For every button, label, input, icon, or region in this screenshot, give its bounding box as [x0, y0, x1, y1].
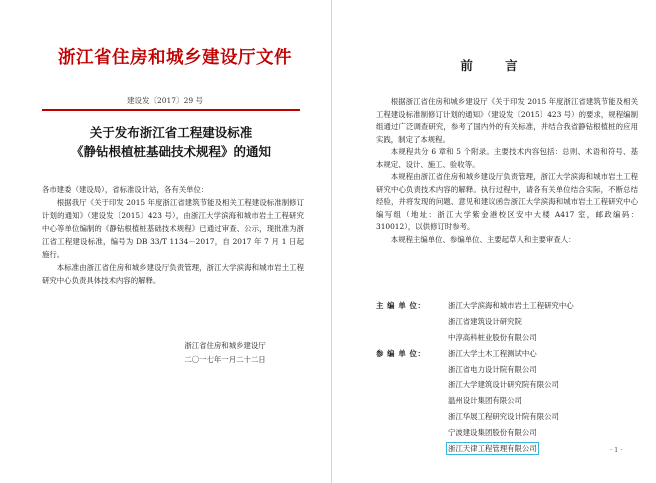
list-item [376, 377, 646, 393]
issuer-name: 浙江省住房和城乡建设厅 [184, 341, 266, 350]
salutation: 各市建委（建设局），省标准设计站，各有关单位： [42, 185, 209, 194]
chief-units-label: 主 编 单 位： [376, 301, 426, 311]
list-item [376, 345, 646, 361]
list-item [376, 393, 646, 409]
document-number: 建设发〔2017〕29 号 [126, 96, 203, 105]
participant-units-label: 参 编 单 位： [376, 348, 426, 358]
notice-title [40, 123, 302, 161]
participant-unit: 宁波建设集团股份有限公司 [448, 427, 537, 437]
chief-unit: 浙江大学滨海和城市岩土工程研究中心 [448, 301, 574, 311]
preface-paragraph-3: 本规程由浙江省住房和城乡建设厅负责管理，浙江大学滨海和城市岩土工程研究中心负责技术内容的解释。执行过程中，请各有关单位结合实际，不断总结经验，并将发现的问题、意见和建议函告浙江大学滨海和城市岩土工程研究中心编写组（地址：浙江大学紫金港校区安中大楼 A417 室，邮政编码：310012），以供修订时参考。 [376, 172, 638, 231]
notice-paragraph-2: 本标准由浙江省住房和城乡建设厅负责管理，浙江大学滨海和城市岩土工程研究中心负责具体技术内容的解释。 [42, 263, 304, 285]
highlighted-participant-unit[interactable]: 浙江天律工程管理有限公司 [448, 443, 537, 453]
red-rule-divider [42, 109, 300, 111]
notice-body [42, 183, 304, 287]
list-item [376, 440, 646, 456]
document-header: 浙江省住房和城乡建设厅文件 [58, 48, 292, 68]
participant-unit: 浙江省电力设计院有限公司 [448, 364, 537, 374]
preface-body [376, 96, 638, 246]
list-item [376, 298, 646, 314]
chief-unit: 浙江省建筑设计研究院 [448, 317, 522, 327]
preface-title: 前 言 [460, 58, 532, 73]
list-item [376, 361, 646, 377]
list-item [376, 330, 646, 346]
preface-paragraph-4: 本规程主编单位、参编单位、主要起草人和主要审查人： [390, 234, 576, 244]
issue-date: 二〇一七年一月二十二日 [184, 355, 266, 364]
preface-paragraph-1: 根据浙江省住房和城乡建设厅《关于印发 2015 年度浙江省建筑节能及相关工程建设标准制修订计划的通知》（建设发〔2015〕423 号）的要求，规程编制组通过广泛调查研究，参考了国内外的有关标准，并结合我省静钻根植桩的应用实践，制定了本规程。 [376, 97, 638, 144]
page-number: · 1 · [610, 446, 623, 454]
notice-title-line2: 《静钻根植桩基础技术规程》的通知 [70, 144, 271, 159]
participant-unit: 浙江华展工程研究设计院有限公司 [448, 411, 559, 421]
list-item [376, 314, 646, 330]
notice-title-line1: 关于发布浙江省工程建设标准 [89, 125, 253, 140]
chief-unit: 中淳高科桩业股份有限公司 [448, 332, 537, 342]
participant-unit: 浙江大学土木工程测试中心 [448, 348, 537, 358]
notice-paragraph-1: 根据我厅《关于印发 2015 年度浙江省建筑节能及相关工程建设标准制修订计划的通知》（建设发〔2015〕423 号），由浙江大学滨海和城市岩土工程研究中心等单位编制的《静钻根植桩基础技术规程》已通过审查、公示，现批准为浙江省工程建设标准，编号为 DB 33/T 1134－2017，自 2017 年 7 月 1 日起施行。 [42, 198, 304, 259]
page-divider [331, 0, 332, 483]
preface-paragraph-2: 本规程共分 6 章和 5 个附录。主要技术内容包括：总则、术语和符号、基本规定、设计、施工、验收等。 [376, 147, 638, 169]
unit-list [376, 298, 646, 456]
participant-unit: 温州设计集团有限公司 [448, 396, 522, 406]
list-item [376, 424, 646, 440]
right-page [336, 0, 656, 483]
list-item [376, 409, 646, 425]
participant-unit: 浙江大学建筑设计研究院有限公司 [448, 380, 559, 390]
